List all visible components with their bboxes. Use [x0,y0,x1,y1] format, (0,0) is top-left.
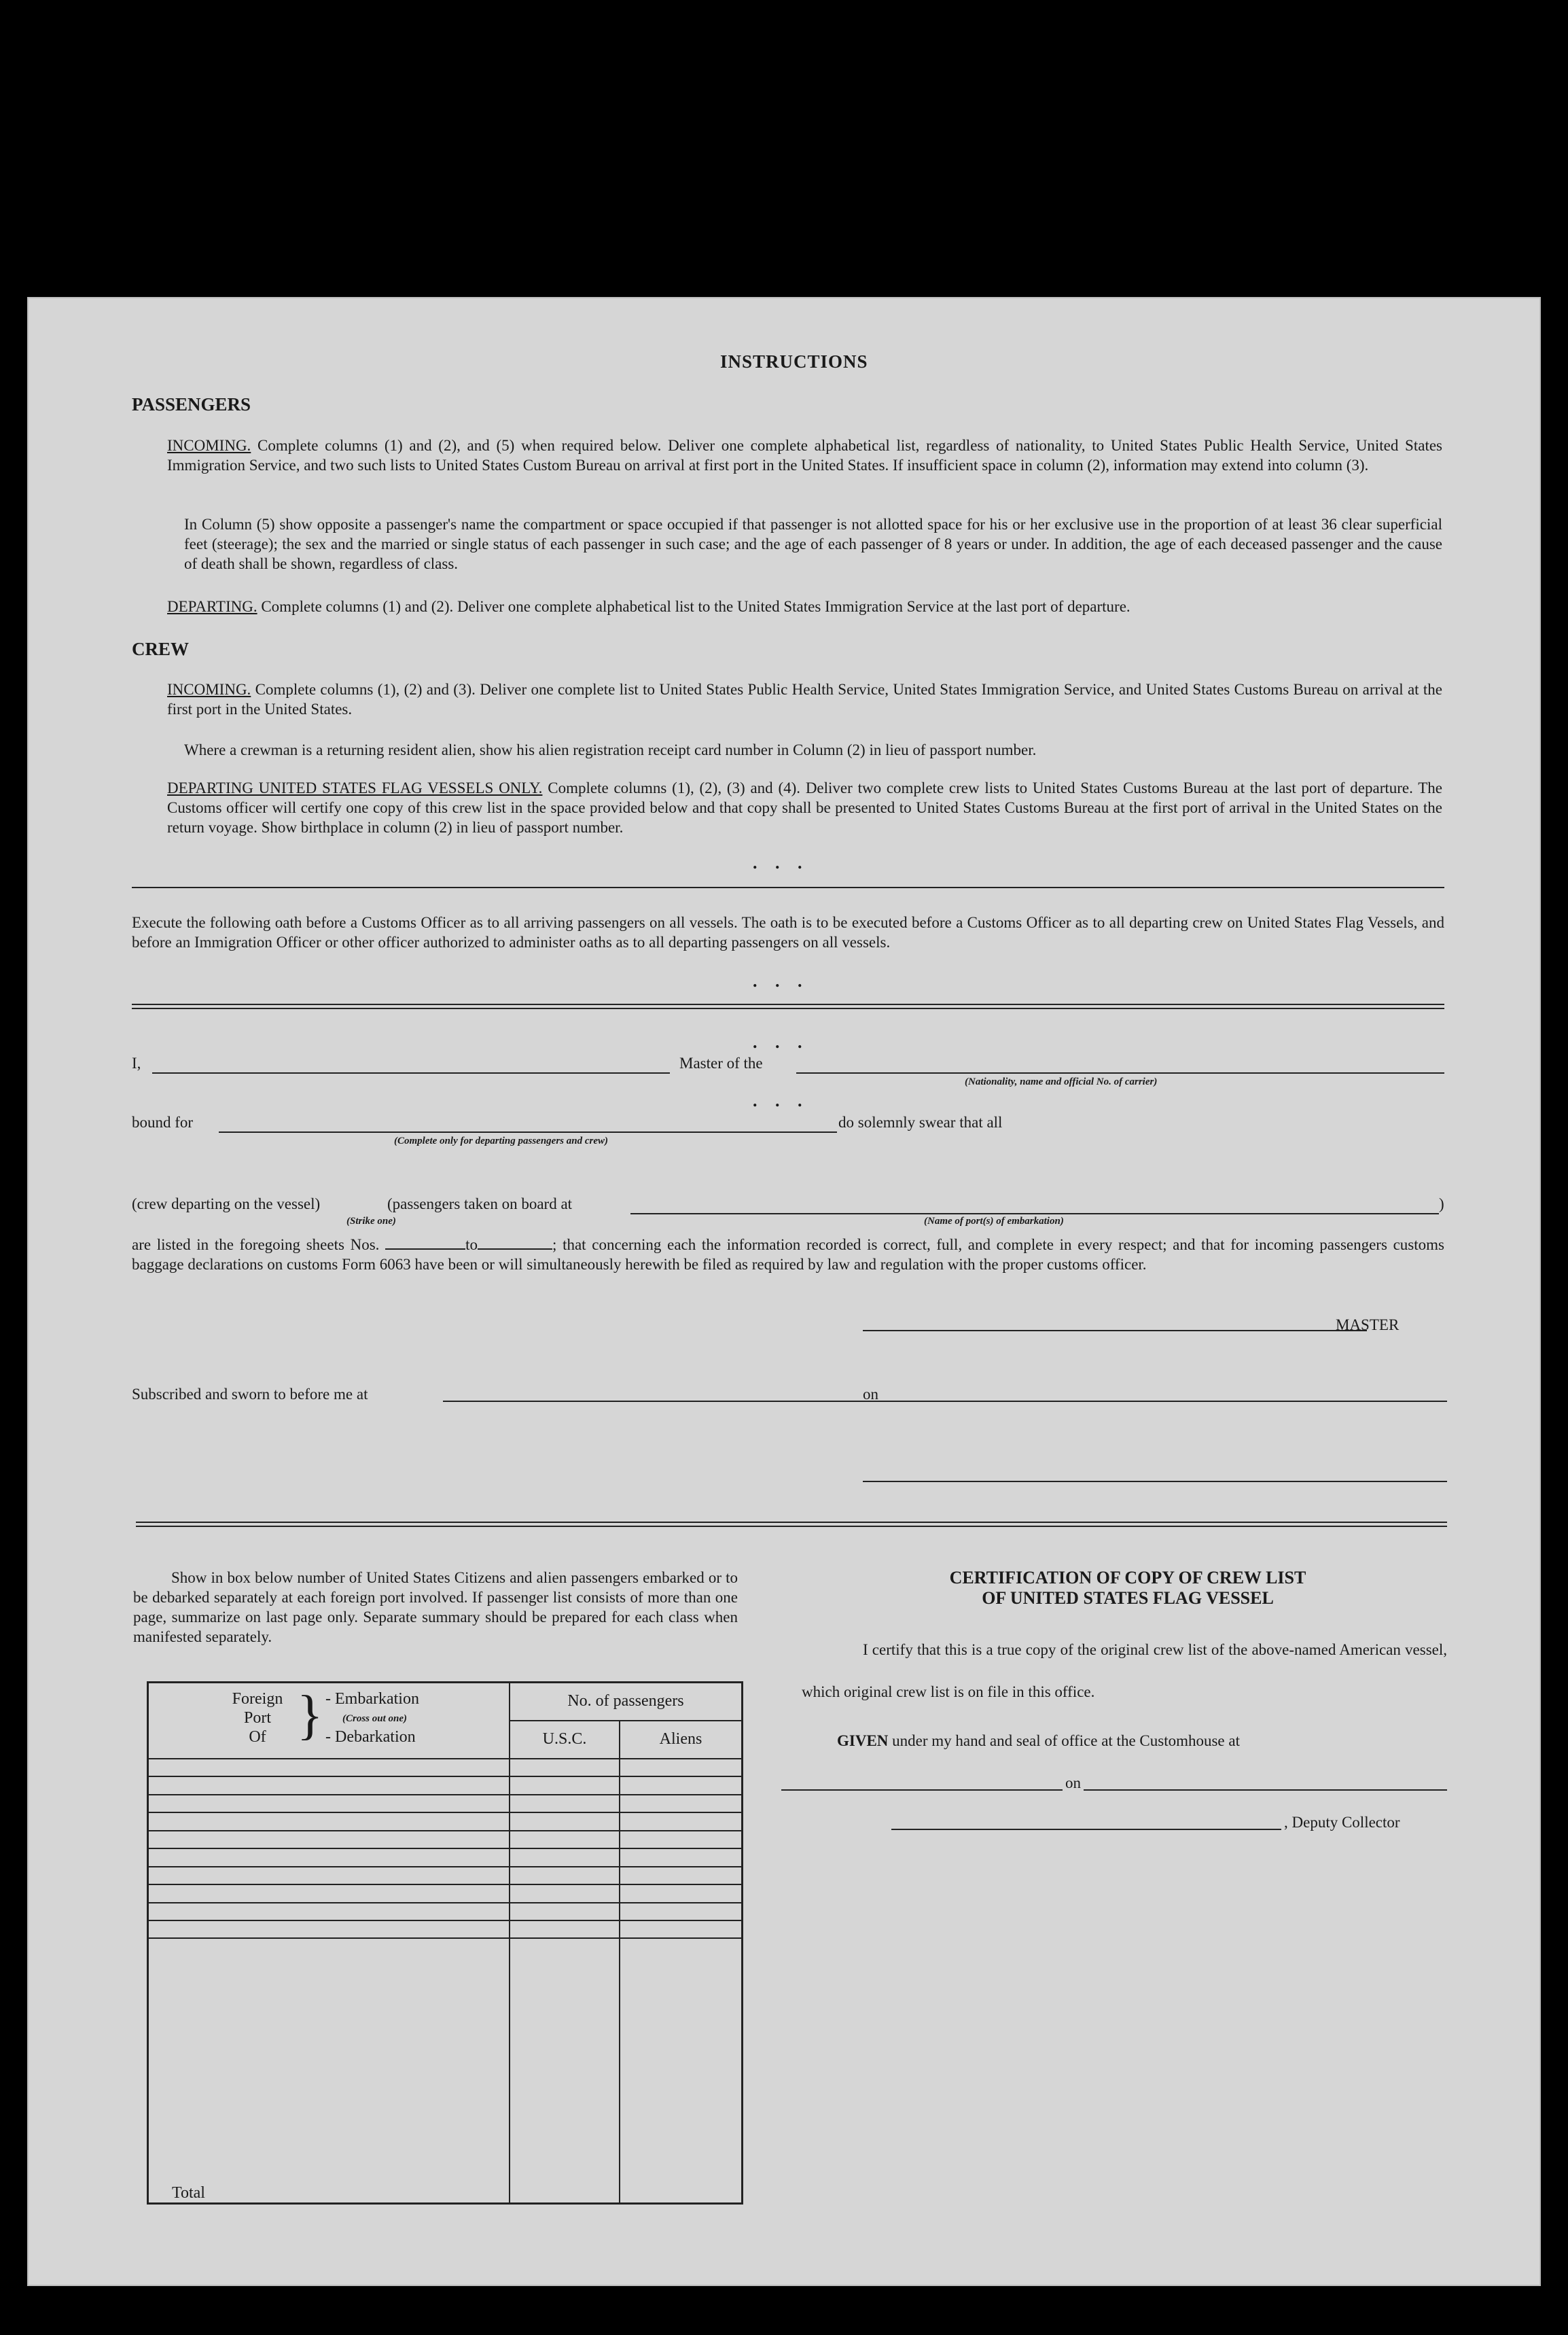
double-divider-1 [132,1004,1444,1009]
of-label: Of [249,1728,266,1746]
listed-text-b: ; that concerning each the information recorded is correct, full, and complete in every respect; and that for incoming passengers customs baggage declarations on customs Form 6063 have been or will simultaneously herewith be filed as required by law and regulation with the proper customs officer. [132,1236,1444,1273]
given-paragraph [837,1731,1240,1751]
port-label: Port [243,1709,271,1727]
port-cell[interactable] [148,1884,510,1902]
table-row [148,1776,743,1794]
crew-incoming-text: Complete columns (1), (2) and (3). Deliver one complete list to United States Public Health Service, United States Immigration Service, and United States Customs Bureau on arrival at the first port in the United States. [167,681,1442,718]
instructions-title: INSTRUCTIONS [720,351,868,372]
passenger-summary-table [147,1681,743,2205]
aliens-cell[interactable] [620,1920,743,1938]
carrier-hint: (Nationality, name and official No. of carrier) [965,1076,1158,1087]
aliens-header: Aliens [620,1721,743,1759]
aliens-cell[interactable] [620,1759,743,1776]
double-divider-2 [136,1522,1447,1527]
master-name-field[interactable] [152,1072,670,1074]
subscribed-label: Subscribed and sworn to before me at [132,1386,368,1403]
table-row [148,1867,743,1884]
bound-for-label: bound for [132,1114,194,1131]
embarkation-port-field[interactable] [630,1213,1439,1214]
bound-for-field[interactable] [219,1131,837,1133]
usc-cell[interactable] [510,1848,620,1866]
aliens-cell[interactable] [620,1831,743,1848]
sheet-from-field[interactable] [385,1248,465,1250]
passengers-incoming-paragraph [167,436,1442,475]
column5-paragraph: In Column (5) show opposite a passenger's name the compartment or space occupied if that passenger is not allotted space for his or her exclusive use in the proportion of at least 36 clear superficial feet (steerage); the sex and the married or single status of each passenger in such case; and the age of each passenger of 8 years or under. In addition, the age of each deceased passenger and the cause of death shall be shown, regardless of class. [184,516,1442,572]
usc-cell[interactable] [510,1812,620,1830]
passengers-taken-option[interactable]: (passengers taken on board at [387,1195,573,1212]
usc-cell[interactable] [510,1903,620,1920]
to-label: to [465,1236,478,1253]
swear-text: do solemnly swear that all [838,1114,1003,1131]
listed-paragraph [132,1235,1444,1274]
master-signature-field[interactable] [863,1330,1367,1331]
certification-on-label: on [1063,1773,1084,1793]
aliens-cell[interactable] [620,1795,743,1812]
aliens-cell[interactable] [620,1776,743,1794]
passengers-departing-paragraph [167,597,1442,616]
close-paren: ) [1439,1195,1444,1212]
oath-instructions: Execute the following oath before a Customs Officer as to all arriving passengers on all vessels. The oath is to be executed before a Customs Officer as to all departing crew on United States Flag Vessels, and before an Immigration Officer or other officer authorized to administer oaths as to all departing passengers on all vessels. [132,914,1444,951]
table-row [148,1812,743,1830]
table-row [148,1884,743,1902]
debarkation-option[interactable]: - Debarkation [325,1728,416,1746]
carrier-field[interactable] [796,1072,1444,1074]
aliens-cell[interactable] [620,1812,743,1830]
certification-heading-2: OF UNITED STATES FLAG VESSEL [982,1588,1274,1608]
port-cell[interactable] [148,1920,510,1938]
aliens-cell[interactable] [620,1848,743,1866]
port-cell[interactable] [148,1759,510,1776]
dots-4: . . . [753,1091,809,1110]
certification-heading-1: CERTIFICATION OF COPY OF CREW LIST [949,1568,1306,1587]
total-label: Total [148,1938,510,2203]
strike-one-hint: (Strike one) [346,1216,396,1227]
table-row [148,1831,743,1848]
port-cell[interactable] [148,1848,510,1866]
passengers-departing-text: Complete columns (1) and (2). Deliver one complete alphabetical list to the United States Immigration Service at the last port of departure. [261,598,1130,615]
port-cell[interactable] [148,1867,510,1884]
i-label: I, [132,1055,141,1072]
listed-text-a: are listed in the foregoing sheets Nos. [132,1236,380,1253]
customhouse-field[interactable] [781,1789,1447,1791]
crew-departing-text: Complete columns (1), (2), (3) and (4). Deliver two complete crew lists to United States Customs Bureau at the last port of departure. The Customs officer will certify one copy of this crew list in the space provided below and that copy shall be presented to United States Customs Bureau at the first port of arrival in the United States on the return voyage. Show birthplace in column (2) in lieu of passport number. [167,779,1443,836]
port-hint: (Name of port(s) of embarkation) [924,1216,1064,1227]
master-of-label: Master of the [679,1055,763,1072]
sheet-to-field[interactable] [478,1248,552,1250]
aliens-cell[interactable] [620,1867,743,1884]
usc-cell[interactable] [510,1795,620,1812]
bound-hint: (Complete only for departing passengers and crew) [394,1136,608,1146]
table-row [148,1848,743,1866]
usc-cell[interactable] [510,1831,620,1848]
crew-departing-label: DEPARTING UNITED STATES FLAG VESSELS ONLY. [167,779,543,796]
aliens-cell[interactable] [620,1903,743,1920]
usc-cell[interactable] [510,1884,620,1902]
summary-instructions: Show in box below number of United States Citizens and alien passengers embarked or to be debarked separately at each foreign port involved. If passenger list consists of more than one page, summarize on last page only. Separate summary should be prepared for each class when manifested separately. [133,1569,738,1645]
no-of-passengers-header: No. of passengers [510,1683,743,1721]
usc-cell[interactable] [510,1920,620,1938]
aliens-cell[interactable] [620,1884,743,1902]
port-cell[interactable] [148,1812,510,1830]
usc-header: U.S.C. [510,1721,620,1759]
embarkation-option[interactable]: - Embarkation [325,1690,419,1708]
deputy-collector-signature-field[interactable] [891,1829,1281,1830]
total-row [148,1938,743,2203]
dots-1: . . . [753,853,809,873]
given-text: under my hand and seal of office at the Customhouse at [892,1732,1240,1749]
crew-departing-option[interactable]: (crew departing on the vessel) [132,1195,321,1212]
table-row [148,1903,743,1920]
subscribed-on-label: on [863,1386,878,1403]
port-cell[interactable] [148,1776,510,1794]
foreign-label: Foreign [232,1690,283,1708]
certify-text: I certify that this is a true copy of the original crew list of the above-named American vessel, which original crew list is on file in this office. [802,1641,1447,1700]
port-header-cell [148,1683,510,1759]
master-label: MASTER [1336,1316,1400,1333]
subscribed-date-field[interactable] [885,1401,1447,1402]
divider-1 [132,887,1444,888]
crew-incoming-paragraph [167,680,1442,719]
passengers-heading: PASSENGERS [132,394,251,415]
dots-3: . . . [753,1032,809,1052]
crew-heading: CREW [132,639,190,659]
usc-total-cell[interactable] [510,1938,620,2203]
aliens-total-cell[interactable] [620,1938,743,2203]
form-sheet [27,297,1541,2286]
crew-departing-paragraph [167,778,1442,837]
usc-cell[interactable] [510,1776,620,1794]
deputy-collector-label: , Deputy Collector [1284,1814,1400,1831]
port-cell[interactable] [148,1903,510,1920]
table-row [148,1795,743,1812]
given-label: GIVEN [837,1732,889,1749]
cross-out-hint: (Cross out one) [342,1713,408,1724]
usc-cell[interactable] [510,1867,620,1884]
table-row [148,1920,743,1938]
passengers-incoming-label: INCOMING. [167,437,251,454]
brace-icon: } [297,1685,323,1745]
official-signature-field[interactable] [863,1481,1447,1482]
crew-incoming-label: INCOMING. [167,681,251,698]
passengers-incoming-text: Complete columns (1) and (2), and (5) when required below. Deliver one complete alphabetical list, regardless of nationality, to United States Public Health Service, United States Immigration Service, and two such lists to United States Custom Bureau on arrival at first port in the United States. If insufficient space in column (2), information may extend into column (3). [167,437,1442,474]
table-row [148,1759,743,1776]
port-cell[interactable] [148,1831,510,1848]
usc-cell[interactable] [510,1759,620,1776]
subscribed-place-field[interactable] [443,1401,887,1402]
dots-2: . . . [753,971,809,991]
port-cell[interactable] [148,1795,510,1812]
passengers-departing-label: DEPARTING. [167,598,257,615]
crew-resident-paragraph: Where a crewman is a returning resident alien, show his alien registration receipt card number in Column (2) in lieu of passport number. [184,741,1037,758]
